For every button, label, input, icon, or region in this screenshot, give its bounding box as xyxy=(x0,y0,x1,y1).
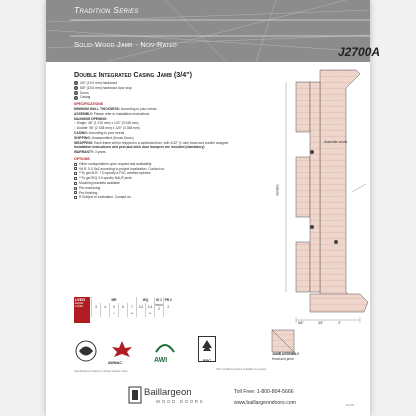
component-item: 1 3/4" (19.0 mm) hardwood xyxy=(75,81,118,86)
spec-max-opening: MAXIMUM OPENING: xyxy=(74,116,108,121)
fsc-tree-icon xyxy=(200,339,214,353)
component-marker xyxy=(310,150,314,154)
awmac-logo: AWMAC xyxy=(108,340,136,365)
dim-label: 3/4" xyxy=(318,321,324,325)
component-item: 2 5/8" (15.8 mm) hardwood door stop xyxy=(75,85,132,91)
door-stop xyxy=(310,82,320,292)
series-name: Tradition Series xyxy=(74,5,139,15)
spec-assembly: ASSEMBLY: Please refer to installation instructions xyxy=(74,111,150,116)
outer-casing xyxy=(320,70,360,310)
component-item: 4 Casing xyxy=(75,95,91,100)
leed-label: LEED Eligible Credits xyxy=(74,297,90,323)
awi-arc-icon xyxy=(154,340,176,354)
spec-sheet xyxy=(46,0,381,416)
revision-date: 16-08 xyxy=(346,403,354,407)
jamb-block xyxy=(296,157,310,217)
disclaimer: Specifications subject to change without notice xyxy=(74,370,128,373)
spec-min-wall: MINIMUM WALL THICKNESS: According to your needs xyxy=(74,106,157,111)
jamb-block xyxy=(296,82,310,132)
component-marker xyxy=(334,240,338,244)
product-category: Solid-Wood Jamb · Non-Rated xyxy=(74,40,177,49)
option-item: **To get IEQ 4.4 specify NAUF jamb xyxy=(74,176,250,181)
checkbox-icon xyxy=(74,163,77,166)
fsc-logo: FSC xyxy=(198,336,216,362)
option-item: *M.R. 5 & 5a2 according to project localization. Contact us. xyxy=(74,167,250,172)
leed-table: MR IEQ ID 1 PR 2 3 4 5 6 7 3.2 4.4 innov 2 2 * ** ** xyxy=(91,297,173,317)
spec-casing: CASING: According to your needs xyxy=(74,130,125,135)
leed-credits xyxy=(74,297,214,323)
awi-logo: AWI xyxy=(154,340,176,364)
spec-install-note: Installation instructions and peel-and-stick door bumpers are included (mandatory) xyxy=(74,145,205,150)
option-item: Pre-machining xyxy=(74,186,250,191)
spec-shipping: SHIPPING: Unassembled (Knock Down) xyxy=(74,135,134,140)
specifications-heading: SPECIFICATIONS xyxy=(74,102,104,107)
variable-label: Variable xyxy=(275,184,280,196)
brand-name: Baillargeon xyxy=(144,387,192,398)
checkbox-icon xyxy=(74,172,77,175)
jamb-block xyxy=(296,242,310,292)
jamb-drawing xyxy=(256,62,370,362)
checkbox-icon xyxy=(74,196,77,199)
spec-double: ○ Double: 96" (2 438 mm) x 120" (3 048 mm) xyxy=(74,126,140,131)
assemble-note: Assemble at site xyxy=(324,140,348,144)
component-item: 3 Doors xyxy=(75,90,89,95)
option-item: Mounting brackets available xyxy=(74,181,250,186)
model-number: J2700A xyxy=(338,45,381,59)
component-marker xyxy=(310,225,314,229)
assembly-label: JAMB ASSEMBLY xyxy=(272,352,300,356)
spec-warranty: WARRANTY: 3 years xyxy=(74,150,106,155)
options-heading: OPTIONS xyxy=(74,156,90,161)
assembly-sub: Head and jamb xyxy=(272,357,294,361)
awmac-leaf-icon xyxy=(108,340,136,358)
dim-label: 3" xyxy=(338,321,341,325)
checkbox-icon xyxy=(74,187,77,190)
option-item: Pre-finishing xyxy=(74,191,250,196)
spec-text xyxy=(74,81,250,200)
fsc-note: FSC Certified products available on request xyxy=(216,368,267,371)
checkbox-icon xyxy=(74,177,77,180)
spec-single: ○ Single: 48" (1 219 mm) x 120" (3 048 mm) xyxy=(74,121,139,126)
header-band xyxy=(46,0,370,62)
website-link[interactable]: www.baillargeondoors.com xyxy=(234,400,296,406)
option-item: **To get M.R. 7 D specify a FSC certified species xyxy=(74,171,250,176)
bottom-casing xyxy=(310,294,368,312)
checkbox-icon xyxy=(74,167,77,170)
certification-logos xyxy=(74,334,254,370)
option-item: Other configurations upon request and availability xyxy=(74,162,250,167)
option-item: R Subject to evaluation. Contact us. xyxy=(74,195,250,200)
checkbox-icon xyxy=(74,191,77,194)
phone-number: Toll Free: 1-800-804-5666 xyxy=(234,389,294,395)
brand-tagline: WOOD DOORS xyxy=(156,399,205,404)
checkbox-icon xyxy=(74,182,77,185)
dim-label: 5/8" xyxy=(298,321,304,325)
baillargeon-logo-icon xyxy=(128,386,142,404)
seal-logo-icon xyxy=(74,338,98,364)
spec-wrapping: WRAPPING: Each frame will be shipped in a cardboard box, with 1/32" (1 mm) foam and bundle wrapped xyxy=(74,140,229,145)
footer xyxy=(46,380,370,416)
product-title: Double Integrated Casing Jamb (3/4") xyxy=(74,70,193,79)
